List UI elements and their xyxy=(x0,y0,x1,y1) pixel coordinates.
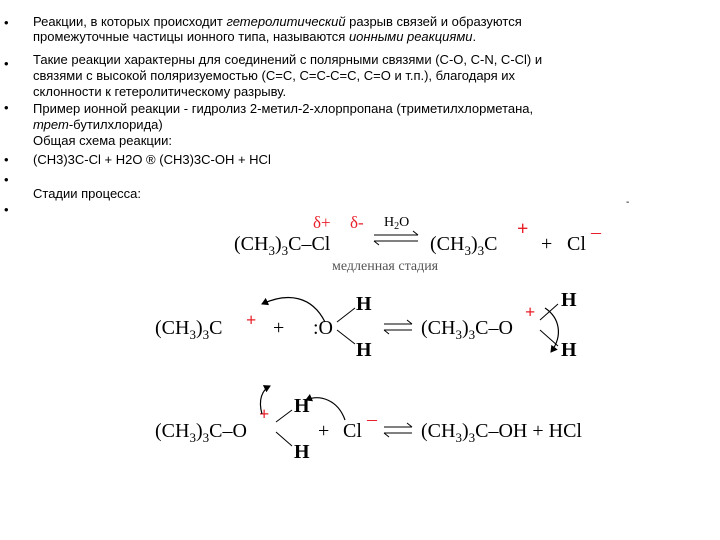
oxonium-formula: $(CH_3)_3C-O$ xyxy=(421,317,513,342)
plus-sign: + xyxy=(318,420,330,442)
bond-line xyxy=(276,432,292,446)
delta-minus-label: δ- xyxy=(350,213,364,232)
paragraph-line: трет-бутилхлорида) xyxy=(33,117,163,132)
delta-plus-label: δ+ xyxy=(313,213,331,232)
paragraph-line: Такие реакции характерны для соединений с полярными связями (С-O, C-N, C-Cl) и xyxy=(33,52,543,67)
negative-charge: – xyxy=(591,221,601,243)
paragraph-line: связями с высокой поляризуемостью (C=C, C=C-C=C, C=O и т.п.), благодаря их xyxy=(33,68,516,83)
bond-line xyxy=(276,410,292,422)
equilibrium-arrow xyxy=(374,231,418,245)
bullet-marker: • xyxy=(4,56,9,71)
hydrogen-atom: H xyxy=(356,339,372,361)
chloride-ion: Cl xyxy=(567,233,586,255)
plus-sign: + xyxy=(541,233,553,255)
bullet-marker: • xyxy=(4,15,9,30)
paragraph-line: Пример ионной реакции - гидролиз 2-метил-2-хлорпропана (триметилхлорметана, xyxy=(33,101,534,116)
equilibrium-arrow xyxy=(384,423,412,437)
bond-line xyxy=(337,330,355,344)
bullet-marker: • xyxy=(4,202,9,217)
paragraph-line: Реакции, в которых происходит гетеролитический разрыв связей и образуются xyxy=(33,14,522,29)
carbocation-formula: $(CH_3)_3C$ xyxy=(430,233,498,258)
hydrogen-atom: H xyxy=(356,293,372,315)
equilibrium-arrow xyxy=(384,320,412,334)
oxonium-formula: $(CH_3)_3C-O$ xyxy=(155,420,247,445)
positive-charge: + xyxy=(259,404,270,424)
bullet-marker: • xyxy=(4,172,9,187)
bond-line xyxy=(337,308,355,322)
hydrogen-atom: H xyxy=(561,339,577,361)
paragraph-line: промежуточные частицы ионного типа, называются ионными реакциями. xyxy=(33,29,477,44)
electron-pair-arrow xyxy=(306,398,345,420)
positive-charge: + xyxy=(246,310,257,330)
paragraph-line: склонности к гетеролитическому разрыву. xyxy=(33,84,287,99)
carbocation-formula: $(CH_3)_3C$ xyxy=(155,317,223,342)
water-oxygen: :O xyxy=(313,317,333,339)
chloride-ion: Cl xyxy=(343,420,362,442)
slow-stage-label: медленная стадия xyxy=(332,259,439,274)
product-formula: $(CH_3)_3C-OH$ + HCl xyxy=(421,420,582,445)
reactant-formula: $(CH_3)_3C-Cl$ xyxy=(234,233,331,258)
water-label: $H_2O$ xyxy=(384,215,410,232)
hydrogen-atom: H xyxy=(294,441,310,463)
plus-sign: + xyxy=(273,317,285,339)
paragraph-line: (CH3)3C-Cl + H2O ® (CH3)3C-OH + HCl xyxy=(33,152,271,167)
paragraph-line: Стадии процесса: xyxy=(33,186,142,201)
paragraph-line: Общая схема реакции: xyxy=(33,133,172,148)
hydrogen-atom: H xyxy=(561,289,577,311)
stray-dash: - xyxy=(626,197,630,208)
bullet-marker: • xyxy=(4,100,9,115)
electron-pair-arrow xyxy=(545,308,558,352)
negative-charge: – xyxy=(367,408,377,430)
positive-charge: + xyxy=(517,218,529,240)
positive-charge: + xyxy=(525,302,536,322)
hydrogen-atom: H xyxy=(294,395,310,417)
bullet-marker: • xyxy=(4,152,9,167)
bond-line xyxy=(540,304,558,320)
